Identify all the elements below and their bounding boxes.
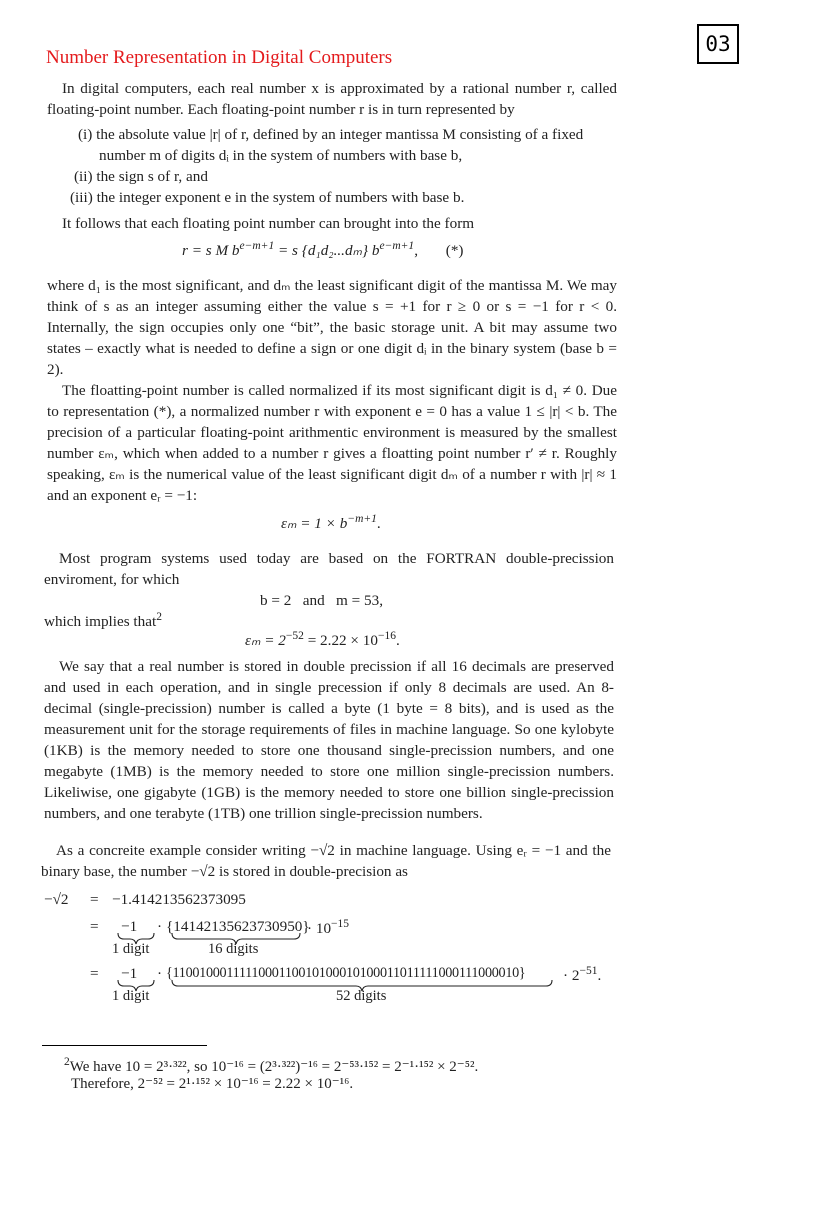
eq-exp: e−m+1 [379,240,415,252]
sign-digit: −1 [121,965,138,982]
footnote-mark: 2 [64,1056,70,1068]
list-text: the sign s of r, and [96,168,208,185]
decimal-mantissa: {14142135623730950} [166,918,310,935]
sqrt-decimal-value: −1.414213562373095 [112,891,246,908]
paragraph-normalized: The floatting-point number is called normalized if its most significant digit is d₁ ≠ 0. Due to representation (*), a normalized number r with exponent e = 0 has a value 1 ≤ |r| < b. The precision of a particular floating-point arithmentic environment is measured by the smallest number εₘ, which when added to a number r gives a floatting point number r′ ≠ r. Roughly speaking, εₘ is the numerical value of the least significant digit dₘ of a number r with |r| ≈ 1 and an exponent eᵣ = −1: [47,382,617,504]
binary-mantissa: {1100100011111000110010100010100011011111000111000010} [166,965,526,981]
brace-label-sign: 1 digit [112,941,150,957]
footnote-line: Therefore, 2⁻⁵² = 2¹·¹⁵² × 10⁻¹⁶ = 2.22 × 10⁻¹⁶. [71,1076,354,1092]
section-title: Number Representation in Digital Computers [46,47,393,68]
eq-tail: , [414,242,418,260]
paragraph-fortran: Most program systems used today are based on the FORTRAN double-precission enviroment, for which [44,550,614,588]
eq-exp: −m+1 [347,513,377,525]
equals-sign: = [90,918,99,935]
sign-digit: −1 [121,918,138,935]
base-term: · 10 [307,920,332,938]
intro-paragraph: In digital computers, each real number x is approximated by a rational number r, called floating-point number. Each floating-point number r is in turn represented by [47,80,617,118]
paragraph-example: As a concreite example consider writing −√2 in machine language. Using eᵣ = −1 and the binary base, the number −√2 is stored in double-precision as [41,842,611,880]
underbrace [172,933,300,944]
page-number: 03 [697,24,739,64]
exponent: −51 [579,965,598,977]
equation-tag: (*) [445,242,464,260]
eq-tail: . [376,515,381,533]
list-marker: (ii) [74,168,93,185]
follows-sentence: It follows that each floating point number can brought into the form [62,215,475,232]
eq-lhs: εₘ = 1 × b [281,515,348,533]
eq-mid: = 2.22 × 10 [303,632,378,650]
brace-label-mantissa: 52 digits [336,988,387,1004]
equals-sign: = [90,965,99,982]
underbrace [118,933,154,944]
brace-label-sign: 1 digit [112,988,150,1004]
eq-exp: −52 [285,630,304,642]
exponent: −15 [331,918,350,930]
eq-mid: = s {d₁d₂...dₘ} b [274,242,380,260]
equals-sign: = [90,891,99,908]
list-item-continuation: number m of digits dᵢ in the system of numbers with base b, [99,147,463,164]
underbrace [118,980,154,991]
dot-operator: · [157,918,163,935]
eq-tail: . [597,967,602,985]
list-marker: (iii) [70,189,93,206]
eq-exp: e−m+1 [239,240,275,252]
footnote-rule [42,1045,207,1046]
equation-b-m: b = 2 and m = 53, [260,592,384,609]
eq-exp: −16 [377,630,396,642]
sqrt-lhs: −√2 [44,891,69,908]
list-text: the absolute value |r| of r, defined by an integer mantissa M consisting of a fixed [96,126,584,143]
implies-label: which implies that [44,613,157,631]
footnote-ref: 2 [156,611,162,623]
eq-lhs: εₘ = 2 [245,632,286,650]
paragraph-double-precision: We say that a real number is stored in double precission if all 16 decimals are preserved and used in each operation, and in single precession if only 8 decimals are used. An 8-decimal (single-precission) number is called a byte (1 byte = 8 bits), and is used as the measurement unit for the storage requirements of files in machine language. So one kylobyte (1KB) is the memory needed to store one thousand single-precission numbers, and one megabyte (1MB) is the memory needed to store one million single-precission numbers. Likeliwise, one gigabyte (1GB) is the memory needed to store one billion single-precission numbers, and one terabyte (1TB) one trillion single-precission numbers. [44,658,614,822]
base-term: · 2 [563,967,580,985]
list-text: the integer exponent e in the system of numbers with base b. [96,189,465,206]
underbrace [172,980,552,991]
footnote-text: We have 10 = 2³·³²², so 10⁻¹⁶ = (2³·³²²)⁻¹⁶ = 2⁻⁵³·¹⁵² = 2⁻¹·¹⁵² × 2⁻⁵². [69,1059,479,1075]
eq-lhs: r = s M b [182,242,240,260]
paragraph-where: where d₁ is the most significant, and dₘ the least significant digit of the mantissa M. We may think of s as an integer assuming either the value s = +1 for r ≥ 0 or s = −1 for r < 0. Internally, the sign occupies only one “bit”, the basic storage unit. A bit may assume two states – exactly what is needed to define a sign or one digit dᵢ in the binary system (base b = 2). [47,277,617,378]
list-marker: (i) [78,126,93,143]
eq-tail: . [395,632,400,650]
dot-operator: · [157,965,163,982]
brace-label-mantissa: 16 digits [208,941,259,957]
